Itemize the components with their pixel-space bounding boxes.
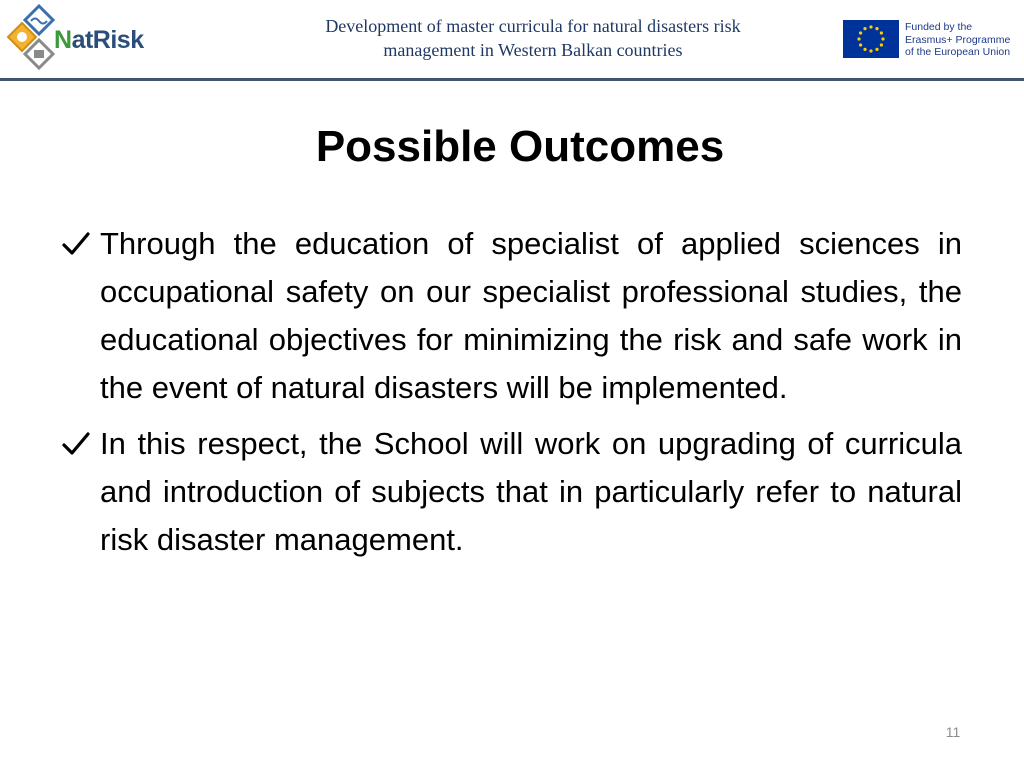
check-icon bbox=[60, 430, 92, 458]
bullet-list bbox=[60, 220, 962, 564]
eu-funding-line-1: Funded by the bbox=[905, 21, 973, 33]
logo-letter-n: N bbox=[54, 26, 72, 54]
bullet-item bbox=[60, 420, 962, 564]
eu-funding-text bbox=[905, 21, 1010, 59]
page-number: 11 bbox=[945, 724, 961, 740]
bullet-text: Through the education of specialist of applied sciences in occupational safety on our specialist professional studies, the educational objectives for minimizing the risk and safe work in the event of natural disasters will be implemented. bbox=[100, 226, 962, 405]
slide-title: Possible Outcomes bbox=[315, 122, 725, 171]
logo-text-rest: atRisk bbox=[71, 26, 144, 54]
header bbox=[0, 0, 1024, 80]
bullet-text: In this respect, the School will work on upgrading of curricula and introduction of subjects that in particularly refer to natural risk disaster management. bbox=[100, 426, 962, 557]
eu-flag-icon bbox=[843, 20, 899, 58]
project-title-line-2: management in Western Balkan countries bbox=[383, 40, 683, 60]
project-title bbox=[250, 14, 816, 62]
eu-funding-line-2: Erasmus+ Programme bbox=[905, 33, 1011, 46]
eu-funding-line-3: of the European Union bbox=[905, 46, 1011, 58]
check-icon bbox=[60, 230, 92, 258]
natrisk-logo bbox=[6, 4, 176, 72]
header-divider bbox=[0, 78, 1024, 81]
natrisk-wordmark bbox=[54, 26, 144, 55]
project-title-line-1: Development of master curricula for natural disasters risk bbox=[325, 16, 741, 36]
bullet-item bbox=[60, 220, 962, 412]
